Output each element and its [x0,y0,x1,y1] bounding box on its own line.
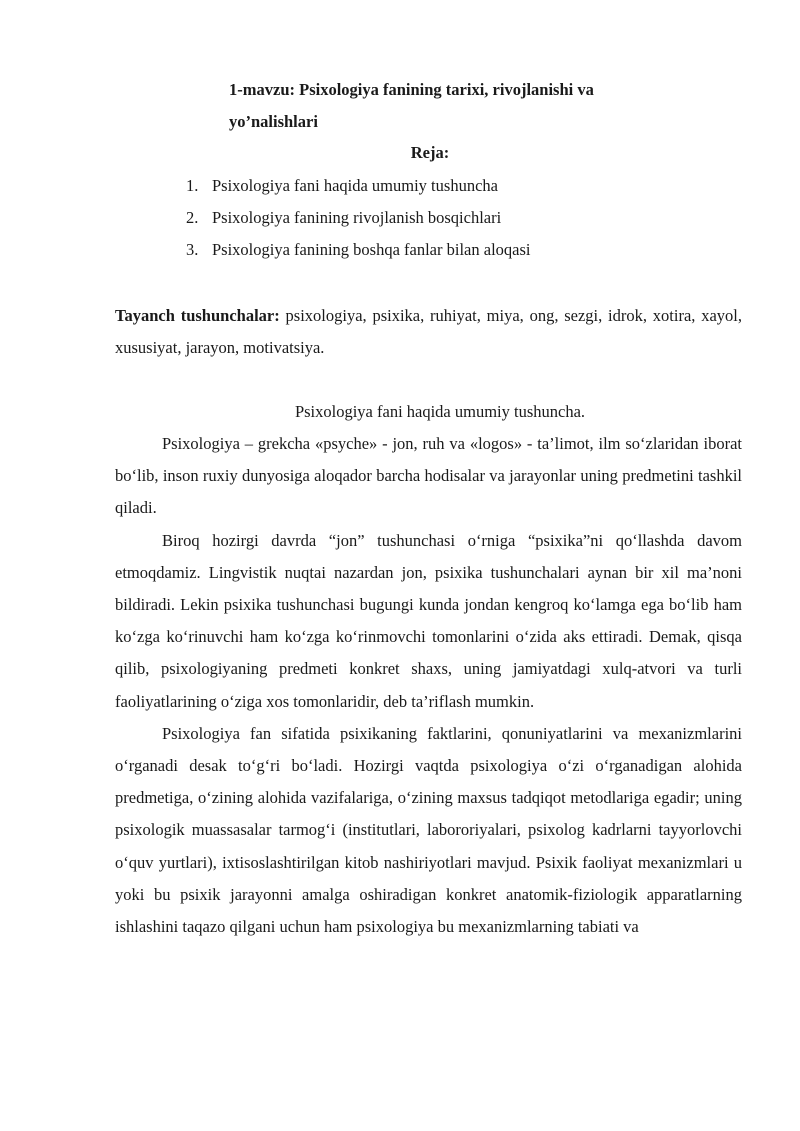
plan-item-number: 1. [186,176,199,195]
plan-heading: Reja: [410,143,450,162]
body-paragraph: Psixologiya – grekcha «psyche» - jon, ruh va «logos» - ta’limot, ilm so‘zlaridan iborat bo‘lib, inson ruxiy dunyosiga aloqador barcha hodisalar va jarayonlar uning predmetini tashkil qiladi. [115,434,742,518]
body-paragraph: Psixologiya fan sifatida psixikaning faktlarini, qonuniyatlarini va mexanizmlarini o‘rganadi desak to‘g‘ri bo‘ladi. Hozirgi vaqtda psixologiya o‘zi o‘rganadigan alohida predmetiga, o‘zining alohida vazifalariga, o‘zining maxsus tadqiqot metodlariga egadir; uning psixologik muassasalar tarmog‘i (institutlari, labororiyalari, psixolog kadrlarni tayyorlovchi o‘quv yurtlari), ixtisoslashtirilgan kitob nashiriyotlari mavjud. Psixik faoliyat mexanizmlari u yoki bu psixik jarayonni amalga oshiradigan konkret anatomik-fiziologik apparatlarning ishlashini taqazo qilgani uchun ham psixologiya bu mexanizmlarning tabiati va [115,723,742,937]
section-body [115,428,742,943]
plan-item-text: Psixologiya fanining rivojlanish bosqichlari [212,208,502,227]
topic-title-line-1: 1-mavzu: Psixologiya fanining tarixi, rivojlanishi va [229,80,594,99]
plan-list [186,170,530,266]
topic-title [229,74,689,138]
body-paragraph: Biroq hozirgi davrda “jon” tushunchasi o‘rniga “psixika”ni qo‘llashda davom etmoqdamiz. Lingvistik nuqtai nazardan jon, psixika tushunchalari aynan bir xil ma’noni bildiradi. Lekin psixika tushunchasi bugungi kunda jondan kengroq ko‘lamga ega bo‘lib ham ko‘zga ko‘rinuvchi ham ko‘zga ko‘rinmovchi tomonlarini o‘zida aks ettiradi. Demak, qisqa qilib, psixologiyaning predmeti konkret shaxs, uning jamiyatdagi xulq-atvori va turli faoliyatlarining o‘ziga xos tomonlaridir, deb ta’riflash mumkin. [115,530,742,711]
plan-item [186,234,530,266]
topic-title-line-2: yo’nalishlari [229,112,318,131]
plan-item [186,170,530,202]
plan-item-number: 2. [186,208,199,227]
plan-item [186,202,530,234]
key-concepts-label: Tayanch tushunchalar: [115,306,280,325]
plan-item-text: Psixologiya fani haqida umumiy tushuncha [212,176,498,195]
section-heading: Psixologiya fani haqida umumiy tushuncha. [294,402,586,421]
plan-item-number: 3. [186,240,199,259]
plan-item-text: Psixologiya fanining boshqa fanlar bilan aloqasi [212,240,531,259]
key-concepts [115,300,742,364]
key-concepts-text: psixologiya, psixika, ruhiyat, miya, ong, sezgi, idrok, xotira, xayol, xususiyat, jarayon, motivatsiya. [115,306,742,357]
